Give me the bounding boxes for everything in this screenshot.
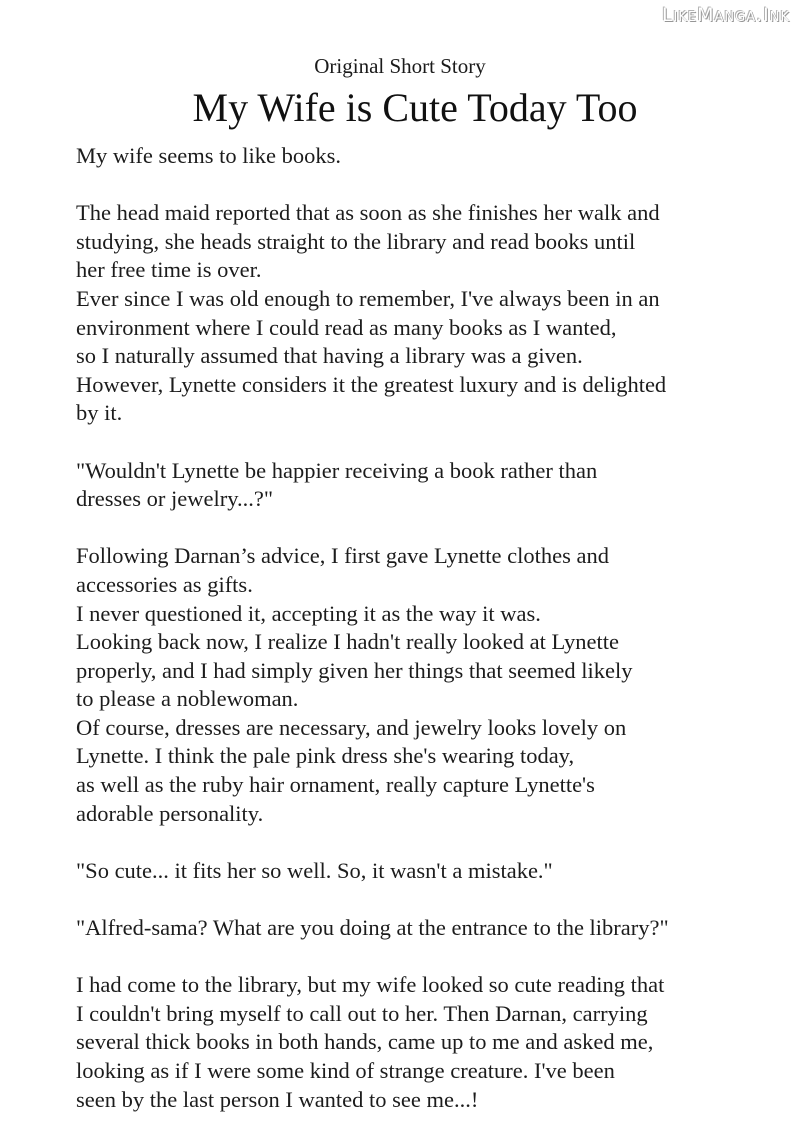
text-line: Ever since I was old enough to remember, I've always been in an [76,285,660,311]
text-line: as well as the ruby hair ornament, really capture Lynette's [76,772,595,798]
text-line: environment where I could read as many books as I wanted, [76,314,617,340]
text-line: her free time is over. [76,257,262,283]
paragraph-gap [76,885,776,914]
text-line: Looking back now, I realize I hadn't really looked at Lynette [76,629,620,655]
paragraph [76,199,776,428]
paragraph [76,542,776,828]
text-line: "Wouldn't Lynette be happier receiving a book rather than [76,457,598,483]
story-title: My Wife is Cute Today Too [192,85,638,130]
text-line: dresses or jewelry...?" [76,486,274,512]
text-line: seen by the last person I wanted to see me...! [76,1086,479,1112]
text-line: adorable personality. [76,800,264,826]
text-line: The head maid reported that as soon as she finishes her walk and [76,200,660,226]
story-subtitle: Original Short Story [314,54,486,78]
text-line: My wife seems to like books. [76,143,341,168]
text-line: I had come to the library, but my wife looked so cute reading that [76,972,665,998]
text-line: Of course, dresses are necessary, and jewelry looks lovely on [76,714,627,740]
paragraph-gap [76,828,776,857]
text-line: accessories as gifts. [76,571,253,597]
paragraph-gap [76,171,776,200]
paragraph-gap [76,943,776,972]
story-body [76,142,776,1114]
watermark-logo: LikeManga.Ink [661,4,790,26]
text-line: studying, she heads straight to the library and read books until [76,228,636,254]
text-line: I never questioned it, accepting it as the way it was. [76,600,541,626]
paragraph [76,142,776,171]
text-line: by it. [76,400,123,426]
paragraph [76,914,776,943]
text-line: so I naturally assumed that having a library was a given. [76,343,583,369]
text-line: However, Lynette considers it the greatest luxury and is delighted [76,371,667,397]
text-line: properly, and I had simply given her things that seemed likely [76,657,633,683]
text-line: Following Darnan’s advice, I first gave Lynette clothes and [76,543,609,569]
paragraph [76,971,776,1114]
text-line: several thick books in both hands, came up to me and asked me, [76,1029,654,1055]
text-line: "Alfred-sama? What are you doing at the entrance to the library?" [76,915,669,941]
text-line: to please a noblewoman. [76,686,299,712]
text-line: looking as if I were some kind of strange creature. I've been [76,1058,615,1083]
text-line: Lynette. I think the pale pink dress she's wearing today, [76,743,575,769]
text-line: "So cute... it fits her so well. So, it wasn't a mistake." [76,857,553,883]
paragraph [76,857,776,886]
paragraph [76,457,776,514]
paragraph-gap [76,428,776,457]
paragraph-gap [76,514,776,543]
text-line: I couldn't bring myself to call out to her. Then Darnan, carrying [76,1000,648,1026]
